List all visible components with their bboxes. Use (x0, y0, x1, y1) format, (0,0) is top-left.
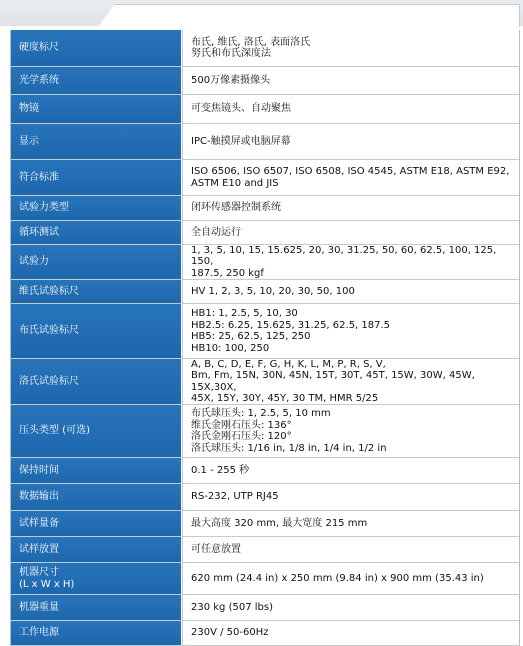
row-value (182, 359, 519, 404)
label-text: 光学系统 (19, 74, 59, 86)
table-row (11, 160, 519, 196)
table-row (11, 458, 519, 484)
row-value (182, 30, 519, 66)
value-text: 可变焦镜头、自动聚焦 (191, 103, 291, 115)
value-text: 500万像素摄像头 (191, 74, 271, 86)
label-text: 压头类型 (可选) (19, 425, 90, 437)
row-value (182, 511, 519, 536)
label-text: 保持时间 (19, 464, 59, 476)
label-text: 布氏试验标尺 (19, 325, 79, 337)
value-text: HB1: 1, 2.5, 5, 10, 30 HB2.5: 6.25, 15.625, 31.25, 62.5, 187.5 HB5: 25, 62.5, 125, 250 HB10: 100, 250 (191, 308, 391, 354)
table-row (11, 124, 519, 160)
table-row (11, 405, 519, 458)
label-text: 硬度标尺 (19, 42, 59, 54)
row-value (182, 595, 519, 620)
label-text: 试样放置 (19, 543, 59, 555)
label-text: 洛氏试验标尺 (19, 375, 79, 387)
row-label (11, 537, 182, 562)
label-text: 循环测试 (19, 226, 59, 238)
value-text: RS-232, UTP RJ45 (191, 491, 279, 503)
label-text: 试验力 (19, 256, 49, 268)
value-text: 620 mm (24.4 in) x 250 mm (9.84 in) x 900 mm (35.43 in) (191, 572, 484, 584)
row-label (11, 405, 182, 457)
row-label (11, 359, 182, 404)
table-row (11, 95, 519, 124)
value-text: 闭环传感器控制系统 (191, 202, 281, 214)
value-text: 230V / 50-60Hz (191, 627, 269, 639)
label-text: 显示 (19, 135, 39, 147)
row-label (11, 458, 182, 483)
row-value (182, 160, 519, 195)
label-text: 维氏试验标尺 (19, 285, 79, 297)
label-text: 机器尺寸 (L x W x H) (19, 567, 75, 590)
row-label (11, 563, 182, 594)
spec-table (10, 30, 520, 646)
row-value (182, 458, 519, 483)
table-row (11, 511, 519, 537)
row-label (11, 245, 182, 279)
row-value (182, 245, 519, 279)
row-label (11, 484, 182, 510)
label-text: 物镜 (19, 103, 39, 115)
row-value (182, 124, 519, 159)
row-value (182, 221, 519, 244)
row-label (11, 595, 182, 620)
value-text: 1, 3, 5, 10, 15, 15.625, 20, 30, 31.25, 50, 60, 62.5, 100, 125, 150, 187.5, 250 kgf (191, 244, 497, 279)
label-text: 试样量备 (19, 517, 59, 529)
row-label (11, 160, 182, 195)
value-text: 230 kg (507 lbs) (191, 601, 273, 613)
table-row (11, 537, 519, 563)
label-text: 工作电源 (19, 627, 59, 639)
value-text: ISO 6506, ISO 6507, ISO 6508, ISO 4545, ASTM E18, ASTM E92, ASTM E10 and JIS (191, 166, 510, 189)
value-text: 可任意放置 (191, 543, 241, 555)
row-value (182, 563, 519, 594)
header-tab (98, 4, 520, 27)
label-text: 符合标准 (19, 171, 59, 183)
table-row (11, 595, 519, 621)
row-label (11, 95, 182, 123)
value-text: HV 1, 2, 3, 5, 10, 20, 30, 50, 100 (191, 285, 355, 297)
value-text: 最大高度 320 mm, 最大宽度 215 mm (191, 517, 368, 529)
table-row (11, 196, 519, 221)
row-label (11, 67, 182, 94)
row-label (11, 30, 182, 66)
table-row (11, 304, 519, 359)
table-row (11, 30, 519, 67)
table-row (11, 484, 519, 511)
table-row (11, 245, 519, 280)
header-band (0, 0, 523, 26)
row-value (182, 537, 519, 562)
table-row (11, 359, 519, 405)
label-text: 试验力类型 (19, 202, 69, 214)
table-row (11, 563, 519, 595)
row-value (182, 280, 519, 303)
value-text: 布氏, 维氏, 洛氏, 表面洛氏 努氏和布氏深度法 (191, 36, 311, 59)
label-text: 机器重量 (19, 601, 59, 613)
row-label (11, 124, 182, 159)
value-text: 布氏球压头: 1, 2.5, 5, 10 mm 维氏金刚石压头: 136° 洛氏金刚石压头: 120° 洛氏球压头: 1/16 in, 1/8 in, 1/4 in, 1/2 in (191, 408, 387, 454)
value-text: IPC-触摸屏或电脑屏幕 (191, 135, 291, 147)
row-label (11, 280, 182, 303)
row-label (11, 221, 182, 244)
table-row (11, 221, 519, 245)
row-value (182, 405, 519, 457)
row-value (182, 95, 519, 123)
row-label (11, 196, 182, 220)
table-row (11, 67, 519, 95)
table-row (11, 280, 519, 304)
value-text: 全自动运行 (191, 226, 241, 238)
row-value (182, 304, 519, 358)
value-text: A, B, C, D, E, F, G, H, K, L, M, P, R, S, V, Bm, Fm, 15N, 30N, 45N, 15T, 30T, 45T, 15W, 30W, 45W, 15X,30X, 45X, 15Y, 30Y, 45Y, 30 TM, HMR 5/25 (191, 358, 475, 404)
row-value (182, 196, 519, 220)
row-value (182, 484, 519, 510)
row-label (11, 511, 182, 536)
value-text: 0.1 - 255 秒 (191, 464, 250, 476)
label-text: 数据输出 (19, 491, 59, 503)
row-label (11, 304, 182, 358)
row-value (182, 67, 519, 94)
